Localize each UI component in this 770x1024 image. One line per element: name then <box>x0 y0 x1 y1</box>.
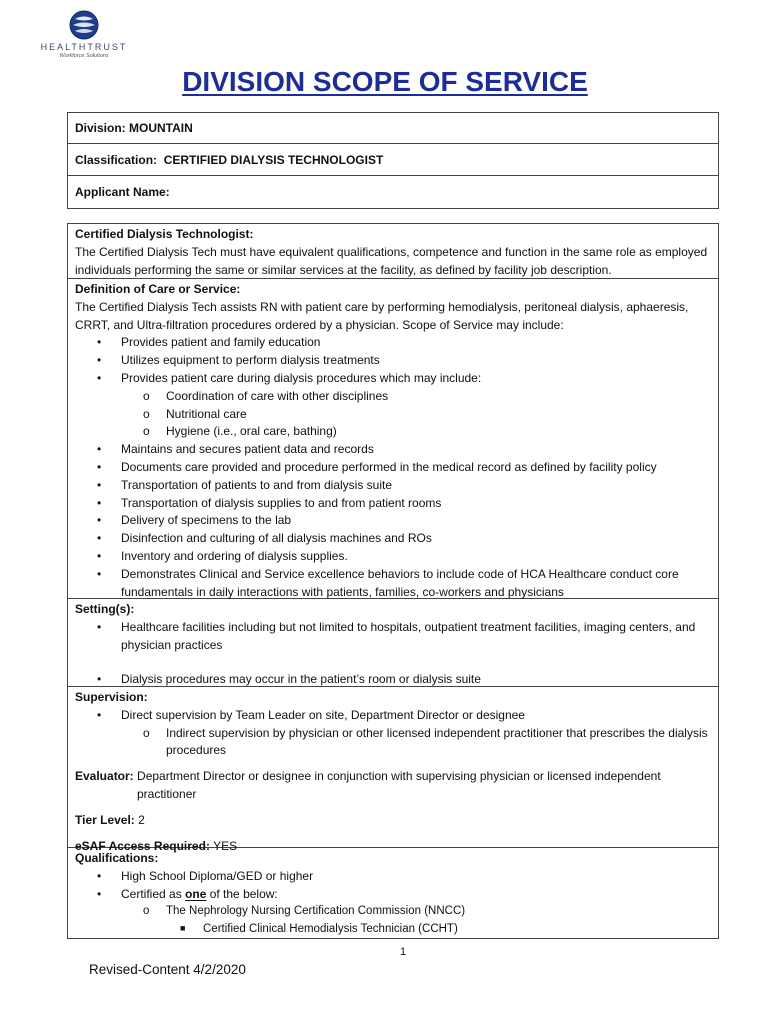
emphasis-one: one <box>185 886 207 901</box>
sub-list-item: o Hygiene (i.e., oral care, bathing) <box>143 424 337 439</box>
supervision-list <box>75 707 712 760</box>
list-item: • Transportation of patients to and from dialysis suite <box>97 477 393 492</box>
page-title: DIVISION SCOPE OF SERVICE <box>182 66 588 97</box>
list-item: • Certified as one of the below: <box>97 886 278 901</box>
supervision-heading: Supervision: <box>75 690 148 704</box>
supervision-section <box>68 687 718 853</box>
sub-sub-list-item: ■ Certified Clinical Hemodialysis Technician (CCHT) <box>180 923 458 936</box>
scope-details-box <box>67 223 719 939</box>
list-item: • High School Diploma/GED or higher <box>97 868 314 883</box>
evaluator-text: Department Director or designee in conjunction with supervising physician or licensed independent practitioner <box>137 769 661 801</box>
sub-list-item: o Coordination of care with other disciplines <box>143 388 389 403</box>
list-item: • Utilizes equipment to perform dialysis treatments <box>97 353 380 368</box>
evaluator-line <box>75 768 712 804</box>
settings-heading: Setting(s): <box>75 602 135 616</box>
definition-text: The Certified Dialysis Tech assists RN with patient care by performing hemodialysis, peritoneal dialysis, aphaeresis, CRRT, and Ultra-filtration procedures ordered by a physician. Scope of Service may include: <box>75 299 689 332</box>
page-number: 1 <box>400 946 407 958</box>
division-value: MOUNTAIN <box>129 121 193 135</box>
definition-list <box>75 334 712 601</box>
list-item: • Provides patient and family education <box>97 335 321 350</box>
list-item: • Demonstrates Clinical and Service excellence behaviors to include code of HCA Healthcare conduct core fundamentals in daily interactions with patients, families, co-workers and physicians <box>97 566 679 599</box>
evaluator-label: Evaluator: <box>75 769 134 784</box>
definition-heading: Definition of Care or Service: <box>75 282 241 296</box>
settings-list <box>75 619 712 689</box>
tech-section <box>68 224 718 279</box>
applicant-name-row <box>68 176 718 208</box>
sub-list-item: o The Nephrology Nursing Certification Commission (NNCC) <box>143 905 466 918</box>
tier-value: 2 <box>138 812 145 827</box>
esaf-value: YES <box>213 838 238 853</box>
classification-label: Classification: <box>75 152 158 167</box>
sub-list-item: o Nutritional care <box>143 406 247 421</box>
tech-heading: Certified Dialysis Technologist: <box>75 227 254 241</box>
list-item: • Transportation of dialysis supplies to and from patient rooms <box>97 495 442 510</box>
list-item: • Healthcare facilities including but not limited to hospitals, outpatient treatment facilities, imaging centers, and physician practices <box>97 619 696 652</box>
header-fields-box <box>67 112 719 209</box>
classification-value: CERTIFIED DIALYSIS TECHNOLOGIST <box>163 152 384 167</box>
tier-label: Tier Level: <box>75 812 135 827</box>
qualifications-section <box>68 848 718 934</box>
sub-list-item: o Indirect supervision by physician or other licensed independent practitioner that prescribes the dialysis procedures <box>143 725 708 758</box>
tier-line <box>75 812 712 830</box>
settings-section <box>68 599 718 687</box>
list-item: • Maintains and secures patient data and records <box>97 442 374 457</box>
qualifications-list <box>75 868 712 939</box>
list-item: • Provides patient care during dialysis procedures which may include: <box>97 370 482 385</box>
qualifications-heading: Qualifications: <box>75 851 159 865</box>
tech-text: The Certified Dialysis Tech must have equivalent qualifications, competence and function in the same role as employed individuals performing the same or similar services at the facility, as defined by facility job description. <box>75 244 708 277</box>
list-item: • Dialysis procedures may occur in the patient’s room or dialysis suite <box>97 672 481 687</box>
logo-name: HEALTHTRUST <box>40 42 128 52</box>
list-item: • Disinfection and culturing of all dialysis machines and ROs <box>97 531 432 546</box>
classification-row <box>68 144 718 176</box>
logo-tagline: Workforce Solutions <box>59 53 109 59</box>
esaf-label: eSAF Access Required: <box>75 838 210 853</box>
healthtrust-logo <box>38 10 130 59</box>
division-row <box>68 113 718 144</box>
applicant-name-label: Applicant Name: <box>75 185 170 199</box>
list-item: • Inventory and ordering of dialysis supplies. <box>97 548 348 563</box>
list-item: • Delivery of specimens to the lab <box>97 513 292 528</box>
footer-revised: Revised-Content 4/2/2020 <box>89 962 246 977</box>
list-item: • Documents care provided and procedure performed in the medical record as defined by facility policy <box>97 459 657 474</box>
division-label: Division: <box>75 121 126 135</box>
definition-section <box>68 279 718 599</box>
globe-logo-icon <box>69 10 99 40</box>
list-item: • Direct supervision by Team Leader on site, Department Director or designee <box>97 707 525 722</box>
list-spacer <box>75 654 712 671</box>
